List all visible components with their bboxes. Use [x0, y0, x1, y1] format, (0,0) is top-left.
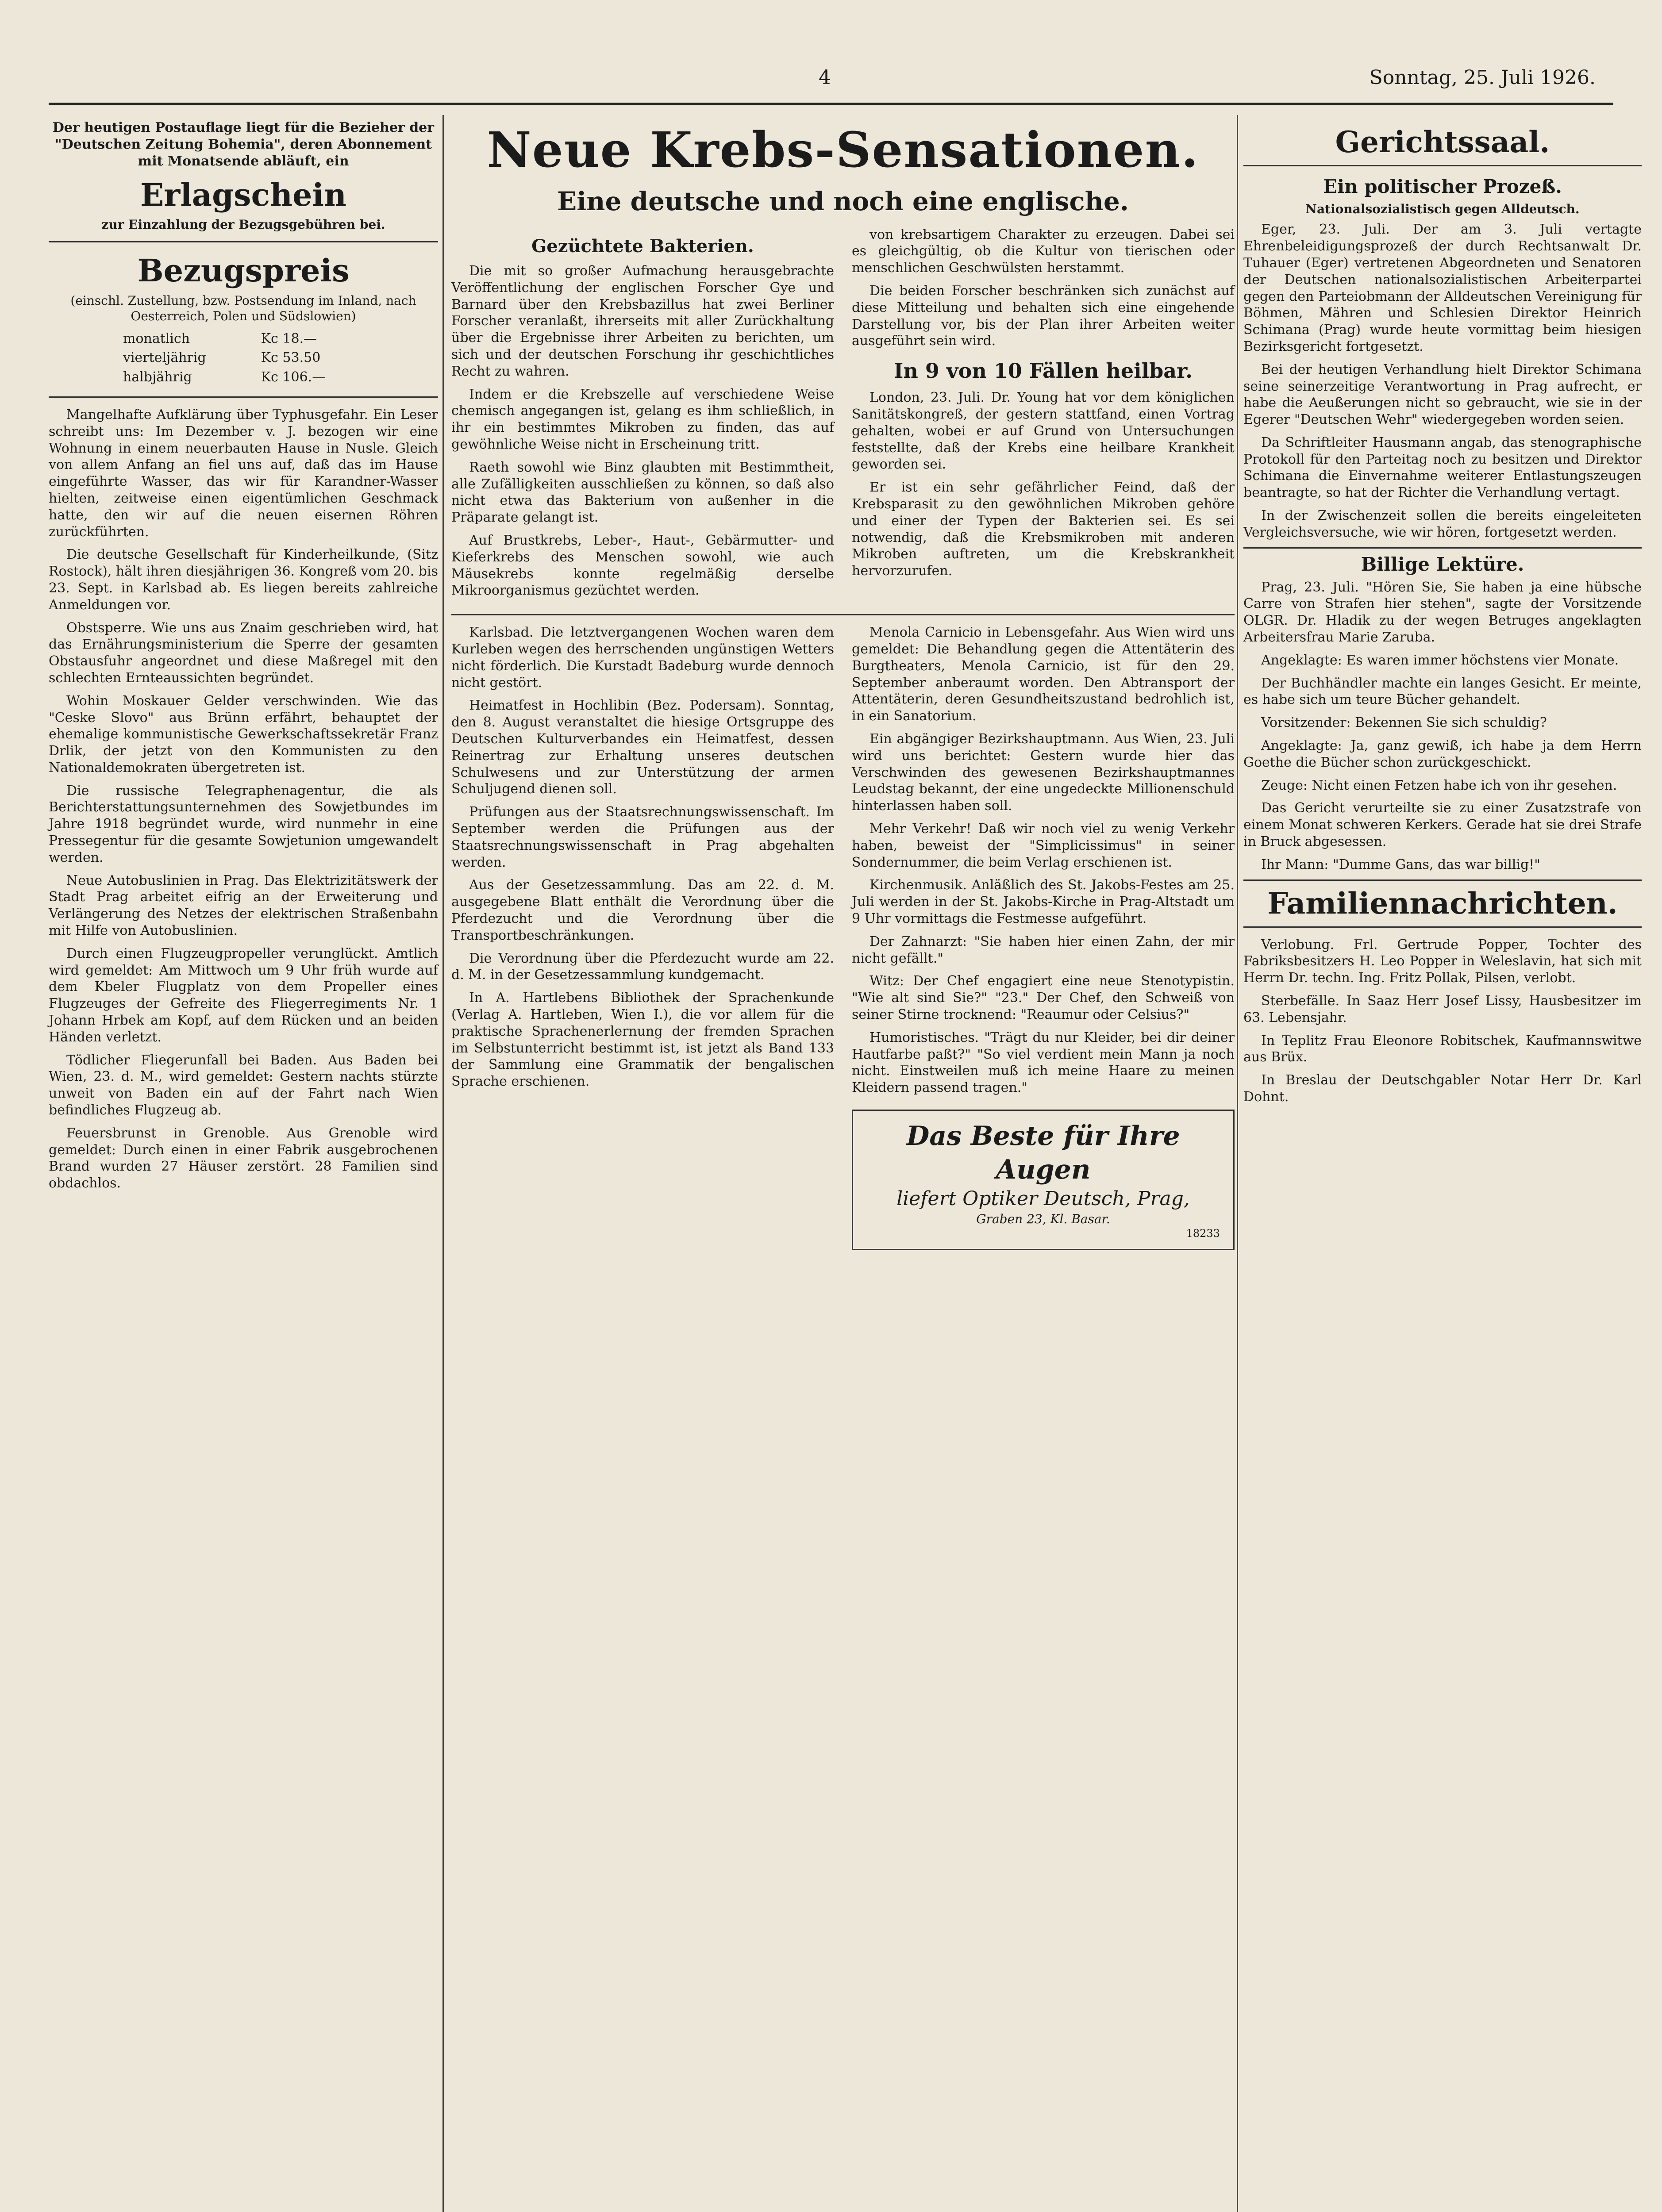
- divider: [451, 614, 1235, 615]
- article-paragraph: Die beiden Forscher beschränken sich zunächst auf diese Mitteilung und behalten sich eine eingehende Darstellung vor, bis der Plan ihrer Arbeiten weiter ausgeführt sein wird.: [852, 283, 1235, 349]
- divider: [49, 241, 438, 242]
- article-paragraph: Indem er die Krebszelle auf verschiedene Weise chemisch angegangen ist, gelang es ihm schließlich, in ihr ein bestimmtes Mikroben zu finden, das auf gewöhnliche Weise nicht in Erscheinung tritt.: [451, 386, 834, 453]
- ad-company: liefert Optiker Deutsch, Prag,: [896, 1187, 1190, 1210]
- news-column-left: [451, 624, 834, 1250]
- article-paragraph: Ihr Mann: "Dumme Gans, das war billig!": [1261, 856, 1541, 872]
- price-label: halbjährig: [123, 369, 192, 385]
- main-subheadline: Eine deutsche und noch eine englische.: [557, 186, 1129, 216]
- price-label: vierteljährig: [123, 350, 206, 366]
- news-item: Humoristisches. "Trägt du nur Kleider, bei dir deiner Hautfarbe paßt?" "So viel verdient mein Mann ja noch nicht. Einstweilen muß ich meine Haare zu meinen Kleidern passend tragen.": [852, 1029, 1235, 1096]
- section-title: Gezüchtete Bakterien.: [531, 235, 754, 257]
- news-item: Kirchenmusik. Anläßlich des St. Jakobs-Festes am 25. Juli werden in der St. Jakobs-Kirche in Prag-Altstadt um 9 Uhr vormittags die Festmesse aufgeführt.: [852, 877, 1235, 926]
- column-divider: [442, 115, 444, 2212]
- news-item: Heimatfest in Hochlibin (Bez. Podersam). Sonntag, den 8. August veranstaltet die hiesige Ortsgruppe des Deutschen Kulturverbandes ein Heimatfest, dessen Reinertrag zur Erhaltung unseres deutschen Schulwesens und zur Unterstützung der armen Schuljugend dienen soll.: [451, 698, 834, 797]
- news-item: Obstsperre. Wie uns aus Znaim geschrieben wird, hat das Ernährungsministerium die Sperre der gesamten Obstausfuhr angeordnet und diese Maßregel mit den schlechten Ernteaussichten begründet.: [49, 620, 438, 686]
- optician-advertisement: [852, 1110, 1235, 1250]
- article-title: Ein politischer Prozeß.: [1323, 176, 1562, 198]
- page-number: 4: [819, 66, 831, 89]
- header-rule: [49, 103, 1613, 105]
- price-label: monatlich: [123, 330, 190, 346]
- article-paragraph: Prag, 23. Juli. "Hören Sie, Sie haben ja eine hübsche Carre von Strafen hier stehen", sagte der Vorsitzende OLGR. Dr. Hladik zu der wegen Betruges angeklagten Arbeitersfrau Marie Zaruba.: [1243, 579, 1642, 645]
- price-table: [119, 329, 367, 388]
- news-item: In A. Hartlebens Bibliothek der Sprachenkunde (Verlag A. Hartleben, Wien I.), die vor allem für die praktische Sprachenerlernung der fremden Sprachen im Selbstunterricht bestimmt ist, ist jetzt als Band 133 der Sammlung eine Grammatik der bengalischen Sprache erschienen.: [451, 990, 834, 1090]
- left-column: [49, 119, 438, 1198]
- news-item: Karlsbad. Die letztvergangenen Wochen waren dem Kurleben wegen des herrschenden ungünstigen Wetters nicht förderlich. Die Kurstadt Badeburg wurde dennoch nicht gestört.: [451, 625, 834, 691]
- article-paragraph: In der Zwischenzeit sollen die bereits eingeleiteten Vergleichsversuche, wie wir hören, fortgesetzt werden.: [1243, 508, 1642, 540]
- right-column: [1243, 119, 1642, 1112]
- main-headline: Neue Krebs-Sensationen.: [487, 121, 1199, 178]
- price-value: Kc 53.50: [261, 350, 321, 366]
- article-paragraph: Eger, 23. Juli. Der am 3. Juli vertagte Ehrenbeleidigungsprozeß der durch Rechtsanwalt Dr. Tuhauer (Eger) vertretenen Abgeordneten und Senatoren der Deutschen nationalsozialistischen Arbeiterpartei gegen den Parteiobmann der Alldeutschen Vereinigung für Böhmen, Mähren und Schlesien Direktor Heinrich Schimana (Prag) wurde heute vormittag beim hiesigen Bezirksgericht fortgesetzt.: [1243, 222, 1642, 354]
- bezugspreis-title: Bezugspreis: [137, 252, 350, 289]
- article-paragraph: Er ist ein sehr gefährlicher Feind, daß der Krebsparasit zu den gewöhnlichen Mikroben gehöre und einer der Typen der Bakterien sei. Es sei notwendig, daß die Krebsmikroben mit anderen Mikroben auftreten, um die Krebskrankheit hervorzurufen.: [852, 480, 1235, 579]
- ad-headline: Das Beste für Ihre Augen: [906, 1120, 1180, 1185]
- news-item: Menola Carnicio in Lebensgefahr. Aus Wien wird uns gemeldet: Die Behandlung gegen die Attentäterin des Burgtheaters, Menola Carnicio, ist für den 29. September anberaumt worden. Den Abtransport der Attentäterin, deren Gesundheitszustand bedrohlich ist, in ein Sanatorium.: [852, 625, 1235, 724]
- ad-address: Graben 23, Kl. Basar.: [976, 1211, 1110, 1226]
- news-item: Durch einen Flugzeugpropeller verunglückt. Amtlich wird gemeldet: Am Mittwoch um 9 Uhr früh wurde auf dem Kbeler Flugplatz von dem Propeller eines Flugzeuges der Gefreite des Fliegerregiments Nr. 1 Johann Hrbek am Kopf, auf dem Rücken und an beiden Händen verletzt.: [49, 945, 438, 1045]
- price-value: Kc 18.—: [261, 330, 317, 346]
- article-title: Billige Lektüre.: [1243, 547, 1642, 576]
- news-item: Prüfungen aus der Staatsrechnungswissenschaft. Im September werden die Prüfungen aus der Staatsrechnungswissenschaft in Prag abgehalten werden.: [451, 804, 834, 870]
- article-column-left: [451, 227, 834, 606]
- news-item: Aus der Gesetzessammlung. Das am 22. d. M. ausgegebene Blatt enthält die Verordnung über die Pferdezucht und die Verordnung über die Transportbeschränkungen.: [451, 877, 834, 943]
- news-item: Die Verordnung über die Pferdezucht wurde am 22. d. M. in der Gesetzessammlung kundgemacht.: [451, 950, 834, 983]
- news-item: Feuersbrunst in Grenoble. Aus Grenoble wird gemeldet: Durch einen in einer Fabrik ausgebrochenen Brand wurden 27 Häuser zerstört. 28 Familien sind obdachlos.: [49, 1125, 438, 1191]
- article-paragraph: Verlobung. Frl. Gertrude Popper, Tochter des Fabriksbesitzers H. Leo Popper in Weleslavin, hat sich mit Herrn Dr. techn. Ing. Fritz Pollak, Pilsen, verlobt.: [1243, 937, 1642, 986]
- article-paragraph: Angeklagte: Ja, ganz gewiß, ich habe ja dem Herrn Goethe die Bücher schon zurückgeschickt.: [1243, 737, 1642, 770]
- article-paragraph: von krebsartigem Charakter zu erzeugen. Dabei sei es gleichgültig, ob die Kultur von tierischen oder menschlichen Geschwülsten herstammt.: [852, 227, 1235, 276]
- news-item: Witz: Der Chef engagiert eine neue Stenotypistin. "Wie alt sind Sie?" "23." Der Chef, den Schweiß von seiner Stirne trocknend: "Reaumur oder Celsius?": [852, 973, 1235, 1022]
- erlagschein-title: Erlagschein: [140, 177, 347, 214]
- article-paragraph: Bei der heutigen Verhandlung hielt Direktor Schimana seine seinerzeitige Verantwortung in Prag aufrecht, er habe die Aeußerungen nicht so gebraucht, wie sie in der Egerer "Deutschen Wehr" wiedergegeben worden seien.: [1243, 361, 1642, 428]
- news-item: Die deutsche Gesellschaft für Kinderheilkunde, (Sitz Rostock), hält ihren diesjährigen 36. Kongreß vom 20. bis 23. Sept. in Karlsbad ab. Es liegen bereits zahlreiche Anmeldungen vor.: [49, 547, 438, 613]
- erlagschein-subtitle: zur Einzahlung der Bezugsgebühren bei.: [101, 217, 385, 232]
- article-column-right: [852, 227, 1235, 606]
- news-item: Ein abgängiger Bezirkshauptmann. Aus Wien, 23. Juli wird uns berichtet: Gestern wurde hier das Verschwinden des gewesenen Bezirkshauptmannes Leudstag bekannt, der eine ungedeckte Millionenschuld hinterlassen haben soll.: [852, 731, 1235, 814]
- article-paragraph: In Breslau der Deutschgabler Notar Herr Dr. Karl Dohnt.: [1243, 1072, 1642, 1105]
- subscription-notice: Der heutigen Postauflage liegt für die Bezieher der "Deutschen Zeitung Bohemia", deren Abonnement mit Monatsende abläuft, ein: [52, 120, 435, 169]
- news-column-right: [852, 624, 1235, 1250]
- article-paragraph: Das Gericht verurteilte sie zu einer Zusatzstrafe von einem Monat schweren Kerkers. Gerade hat sie drei Strafe in Bruck abgesessen.: [1243, 800, 1642, 849]
- price-row: [120, 330, 366, 348]
- section-title: Gerichtssaal.: [1243, 124, 1642, 166]
- news-item: Wohin Moskauer Gelder verschwinden. Wie das "Ceske Slovo" aus Brünn erfährt, behauptet der ehemalige kommunistische Gewerkschaftssekretär Franz Drlik, der jetzt von den Kommunisten zu den Nationaldemokraten übergetreten ist.: [49, 693, 438, 776]
- news-item: Mehr Verkehr! Daß wir noch viel zu wenig Verkehr haben, beweist der "Simplicissimus" in seiner Sondernummer, die beim Verlag erschienen ist.: [852, 821, 1235, 870]
- date-line: Sonntag, 25. Juli 1926.: [1369, 66, 1596, 89]
- ad-reference: 18233: [1186, 1227, 1220, 1240]
- section-title: In 9 von 10 Fällen heilbar.: [893, 359, 1193, 383]
- article-paragraph: Die mit so großer Aufmachung herausgebrachte Veröffentlichung der englischen Forscher Gye und Barnard über den Krebsbazillus hat zwei Berliner Forscher veranlaßt, ihrerseits mit aller Zurückhaltung über die Ergebnisse ihrer Arbeiten zu berichten, um sich und der deutschen Forschung ihr geschichtliches Recht zu wahren.: [451, 263, 834, 379]
- price-row: [120, 368, 366, 387]
- column-divider: [1237, 115, 1238, 2212]
- article-paragraph: London, 23. Juli. Dr. Young hat vor dem königlichen Sanitätskongreß, der gestern stattfand, einen Vortrag gehalten, wobei er auf Grund von Untersuchungen feststellte, daß der Krebs eine heilbare Krankheit geworden sei.: [852, 390, 1235, 472]
- article-subtitle: Nationalsozialistisch gegen Alldeutsch.: [1305, 202, 1580, 217]
- article-paragraph: Da Schriftleiter Hausmann angab, das stenographische Protokoll für den Parteitag noch zu besitzen und Direktor Schimana die Einvernahme weiterer Entlastungszeugen beantragte, so hat der Richter die Verhandlung vertagt.: [1243, 434, 1642, 501]
- article-paragraph: In Teplitz Frau Eleonore Robitschek, Kaufmannswitwe aus Brüx.: [1243, 1033, 1642, 1065]
- section-title: Familiennachrichten.: [1243, 879, 1642, 928]
- article-paragraph: Sterbefälle. In Saaz Herr Josef Lissy, Hausbesitzer im 63. Lebensjahr.: [1243, 993, 1642, 1025]
- news-columns: [451, 624, 1235, 1250]
- center-column: [451, 119, 1235, 1250]
- news-item: Der Zahnarzt: "Sie haben hier einen Zahn, der mir nicht gefällt.": [852, 933, 1235, 966]
- price-row: [120, 349, 366, 367]
- article-paragraph: Zeuge: Nicht einen Fetzen habe ich von ihr gesehen.: [1261, 777, 1617, 793]
- news-item: Tödlicher Fliegerunfall bei Baden. Aus Baden bei Wien, 23. d. M., wird gemeldet: Gestern nachts stürzte unweit von Baden ein auf der Fahrt nach Wien befindliches Flugzeug ab.: [49, 1052, 438, 1118]
- news-item: Die russische Telegraphenagentur, die als Berichterstattungsunternehmen des Sowjetbundes im Jahre 1918 begründet wurde, wird nunmehr in eine Pressegentur für die gesamte Sowjetunion umgewandelt werden.: [49, 783, 438, 865]
- bezugspreis-note: (einschl. Zustellung, bzw. Postsendung im Inland, nach Oesterreich, Polen und Südslowien): [70, 293, 416, 324]
- article-paragraph: Auf Brustkrebs, Leber-, Haut-, Gebärmutter- und Kieferkrebs des Menschen sowohl, wie auch Mäusekrebs konnte regelmäßig derselbe Mikroorganismus gezüchtet werden.: [451, 533, 834, 599]
- divider: [49, 396, 438, 398]
- article-paragraph: Vorsitzender: Bekennen Sie sich schuldig?: [1261, 715, 1547, 731]
- news-item: Mangelhafte Aufklärung über Typhusgefahr. Ein Leser schreibt uns: Im Dezember v. J. bezogen wir eine Wohnung in einem neuerbauten Hause in Nusle. Gleich von allem Anfang an fiel uns auf, daß das im Hause eingeführte Wasser, das wir für Karandner-Wasser hielten, zeitweise einen eigentümlichen Geschmack hatte, den wir auf die neuen eisernen Röhren zurückführten.: [49, 407, 438, 540]
- news-item: Neue Autobuslinien in Prag. Das Elektrizitätswerk der Stadt Prag arbeitet eifrig an der Erweiterung und Verlängerung des Netzes der elektrischen Straßenbahn mit Hilfe von Autobuslinien.: [49, 872, 438, 939]
- article-columns: [451, 227, 1235, 606]
- article-paragraph: Angeklagte: Es waren immer höchstens vier Monate.: [1261, 652, 1619, 668]
- article-paragraph: Der Buchhändler machte ein langes Gesicht. Er meinte, es habe sich um teure Bücher gehandelt.: [1243, 675, 1642, 708]
- article-paragraph: Raeth sowohl wie Binz glaubten mit Bestimmtheit, alle Zufälligkeiten ausschließen zu können, so daß also nicht etwa das Bakterium von außenher in die Präparate gelangt ist.: [451, 459, 834, 526]
- price-value: Kc 106.—: [261, 369, 326, 385]
